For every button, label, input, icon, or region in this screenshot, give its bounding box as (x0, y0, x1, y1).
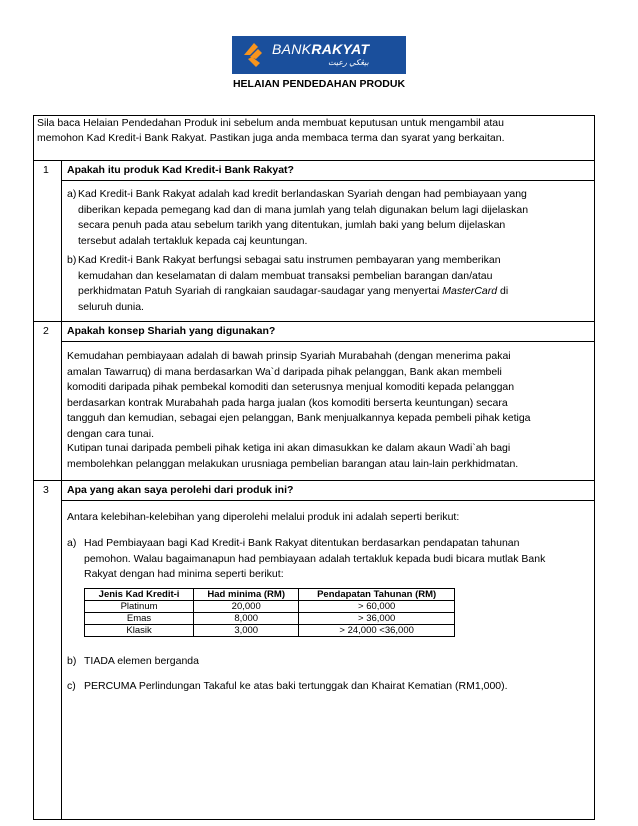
bank-rakyat-logo (232, 36, 406, 74)
row-divider (33, 480, 595, 481)
document-title: HELAIAN PENDEDAHAN PRODUK (232, 78, 406, 90)
question-underline (61, 180, 595, 181)
section-question: Apakah konsep Shariah yang digunakan? (67, 325, 276, 337)
section-number: 3 (43, 484, 49, 496)
list-item: b) Kad Kredit-i Bank Rakyat berfungsi sebagai satu instrumen pembayaran yang memberikan kemudahan dan keselamatan di dalam membuat transaksi pembelian barangan dan/atau perkhidmatan Patuh Syariah di rangkaian saudagar-saudagar yang menyertai MasterCard di seluruh dunia. (67, 254, 509, 313)
table-header-row (85, 589, 455, 601)
list-item: b) TIADA elemen berganda (67, 655, 199, 667)
section-question: Apa yang akan saya perolehi dari produk ini? (67, 484, 294, 496)
section-number: 1 (43, 164, 49, 176)
list-item: a) Had Pembiayaan bagi Kad Kredit-i Bank Rakyat ditentukan berdasarkan pendapatan tahunan pemohon. Walau bagaimanapun had pembiayaan adalah tertakluk kepada budi bicara mutlak Bank Rakyat dengan had minima seperti berikut: (67, 537, 546, 580)
logo-wordmark: BANKRAKYAT (272, 41, 370, 57)
table-cell: Klasik (85, 625, 194, 637)
table-row (85, 625, 455, 637)
paragraph: Antara kelebihan-kelebihan yang diperolehi melalui produk ini adalah seperti berikut: (67, 511, 460, 523)
table-cell: 20,000 (194, 601, 299, 613)
table-row (85, 613, 455, 625)
column-divider (61, 160, 62, 820)
table-cell: 3,000 (194, 625, 299, 637)
table-row (85, 601, 455, 613)
table-header: Had minima (RM) (194, 589, 299, 601)
question-underline (61, 500, 595, 501)
paragraph: Kutipan tunai daripada pembeli pihak ketiga ini akan dimasukkan ke dalam akaun Wadi`ah bagi membolehkan pelanggan melakukan urusniaga pembelian barangan atau lain-lain perkhidmatan. (67, 442, 519, 470)
minimum-limit-table (84, 588, 455, 637)
row-divider (33, 321, 595, 322)
table-header: Jenis Kad Kredit-i (85, 589, 194, 601)
logo-jawi-text: بيڠكي رعيت (328, 58, 369, 67)
table-cell: > 24,000 <36,000 (299, 625, 455, 637)
row-divider (33, 160, 595, 161)
table-cell: 8,000 (194, 613, 299, 625)
list-item: c) PERCUMA Perlindungan Takaful ke atas baki tertunggak dan Khairat Kematian (RM1,000). (67, 680, 508, 692)
list-item: a) Kad Kredit-i Bank Rakyat adalah kad kredit berlandaskan Syariah dengan had pembiayaan yang diberikan kepada pemegang kad dan di mana jumlah yang telah digunakan belum lagi dijelaskan secara penuh pada atau sebelum tarikh yang ditentukan, jumlah baki yang belum dijelaskan tersebut adalah tertakluk kepada caj keuntungan. (67, 188, 529, 247)
section-question: Apakah itu produk Kad Kredit-i Bank Rakyat? (67, 164, 294, 176)
section-number: 2 (43, 325, 49, 337)
paragraph: Kemudahan pembiayaan adalah di bawah prinsip Syariah Murabahah (dengan menerima pakai amalan Tawarruq) di mana berdasarkan Wa`d daripada pihak pelanggan, Bank akan membeli komoditi daripada pihak pembekal komoditi dan seterusnya menjual komoditi kepada pelanggan berdasarkan kontrak Murabahah pada harga jualan (kos komoditi berserta keuntungan) secara tangguh dan kemudian, sebagai ejen pelanggan, Bank menjualkannya kepada pembeli pihak ketiga dengan cara tunai. (67, 350, 531, 440)
bank-rakyat-emblem-icon (242, 41, 268, 69)
table-cell: Emas (85, 613, 194, 625)
table-cell: > 36,000 (299, 613, 455, 625)
table-cell: > 60,000 (299, 601, 455, 613)
table-cell: Platinum (85, 601, 194, 613)
table-header: Pendapatan Tahunan (RM) (299, 589, 455, 601)
question-underline (61, 341, 595, 342)
intro-text: Sila baca Helaian Pendedahan Produk ini sebelum anda membuat keputusan untuk mengambil atau memohon Kad Kredit-i Bank Rakyat. Pastikan juga anda membaca terma dan syarat yang berkaitan. (37, 117, 505, 144)
